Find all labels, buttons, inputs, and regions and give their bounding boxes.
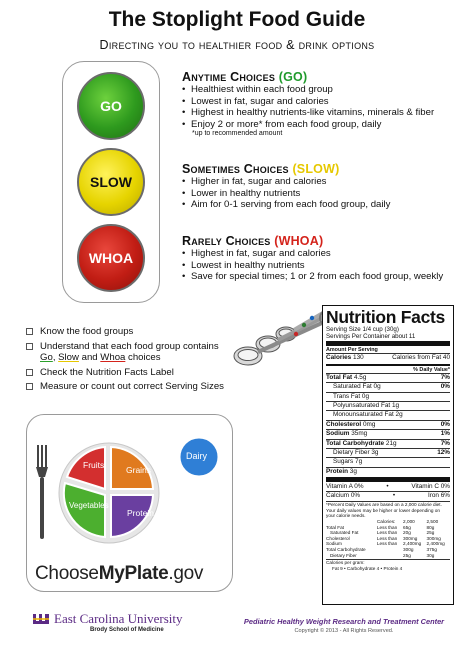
- nf-rows: [326, 373, 450, 476]
- nutrient-name: [333, 402, 399, 410]
- nutrient-name: [326, 374, 366, 382]
- tail: choices: [125, 352, 161, 364]
- nutrient-dv: 0%: [440, 383, 450, 391]
- nf-serving-size: Serving Size 1/4 cup (30g): [326, 326, 399, 333]
- nf-table-cell: 300mg: [403, 535, 418, 541]
- ecu-name: East Carolina University: [54, 611, 183, 626]
- bullet: • Aim for 0-1 serving from each food group, daily: [182, 199, 467, 211]
- myplate-graphic: [27, 415, 232, 565]
- bullet: • Healthiest within each food group: [182, 84, 467, 96]
- nutrient-label: Cholesterol: [326, 420, 362, 428]
- heading-text: Rarely Choices: [182, 234, 271, 248]
- checklist-item[interactable]: [26, 341, 236, 364]
- dairy-label: Dairy: [186, 451, 208, 461]
- nutrient-label: Sugars: [333, 458, 354, 466]
- nf-nutrient-row: [326, 373, 450, 382]
- nutrient-name: [333, 393, 369, 401]
- footnote: *up to recommended amount: [192, 130, 283, 138]
- nutrient-name: [333, 458, 362, 466]
- ecu-pirate-icon: [32, 612, 50, 626]
- grains-label: Grains: [126, 465, 152, 475]
- heading-tag: (SLOW): [292, 162, 340, 176]
- checklist-label: Check the Nutrition Facts Label: [40, 366, 174, 378]
- fork-icon: [36, 445, 48, 539]
- myplate-box: [26, 414, 233, 592]
- nutrient-name: [326, 430, 367, 438]
- nutrient-label: Saturated Fat: [333, 383, 372, 391]
- calcium: Calcium 0%: [326, 492, 361, 500]
- nf-minerals-row: Calcium 0% • Iron 6%: [326, 492, 450, 500]
- nutrient-dv: 0%: [440, 420, 450, 428]
- nf-table-cell: Less than: [376, 524, 398, 530]
- stoplight: [62, 61, 160, 303]
- nf-nutrient-row: [326, 467, 450, 476]
- logo-myplate: MyPlate: [98, 563, 169, 584]
- nutrient-name: [326, 421, 375, 429]
- nf-amount-per: Amount Per Serving: [326, 347, 378, 354]
- nf-table-cell: 2,500: [426, 519, 439, 525]
- nutrient-name: [326, 440, 397, 448]
- slow-light: SLOW: [77, 148, 145, 216]
- nf-calories-row: [326, 353, 450, 362]
- nutrient-amount: 35mg: [351, 430, 368, 438]
- nf-nutrient-row: [326, 448, 450, 457]
- nf-nutrient-row: [326, 401, 450, 410]
- nutrient-label: Trans Fat: [333, 392, 361, 400]
- bullet: • Enjoy 2 or more* from each food group, daily: [182, 119, 467, 131]
- nutrient-name: [333, 449, 378, 457]
- checkbox[interactable]: [26, 383, 33, 390]
- bullet: • Highest in fat, sugar and calories: [182, 248, 467, 260]
- heading-tag: (WHOA): [274, 234, 324, 248]
- nf-title: Nutrition Facts: [326, 307, 445, 327]
- nutrient-label: Dietary Fiber: [333, 449, 370, 457]
- nf-table-cell: Total Carbohydrate: [326, 547, 366, 553]
- nutrition-facts-label: [322, 305, 454, 605]
- nutrient-dv: 1%: [440, 430, 450, 438]
- choosemyplate-logo: [35, 563, 203, 585]
- section-anytime: [182, 70, 467, 138]
- bullet: • Save for special times; 1 or 2 from each food group, weekly: [182, 271, 467, 283]
- nf-table-cell: Less than: [376, 530, 398, 536]
- nf-table-row: [326, 553, 450, 559]
- nf-table-cell: Sodium: [326, 541, 342, 547]
- nutrient-amount: 2g: [395, 411, 403, 419]
- vitamin-a: Vitamin A 0%: [326, 483, 364, 491]
- nutrient-label: Protein: [326, 467, 349, 475]
- nf-table-cell: 2,400mg: [403, 541, 422, 547]
- nf-table-cell: Less than: [376, 541, 398, 547]
- nf-table-cell: 30g: [426, 552, 435, 558]
- section-sometimes: [182, 162, 467, 211]
- nf-nutrient-row: [326, 410, 450, 419]
- section-rarely: [182, 234, 467, 283]
- center-name: Pediatric Healthy Weight Research and Treatment Center: [243, 617, 445, 626]
- section-sometimes-heading: [182, 162, 467, 176]
- checklist-label: Understand that each food group contains: [40, 340, 219, 352]
- copyright: Copyright © 2013 - All Rights Reserved.: [294, 628, 394, 634]
- nf-cal-per-gram-vals: Fat 9 • Carbohydrate 4 • Protein 4: [332, 565, 403, 571]
- page-subtitle: Directing you to healthier food & drink options: [99, 38, 375, 52]
- go-light: GO: [77, 72, 145, 140]
- nf-table-cell: 80g: [426, 524, 435, 530]
- nutrient-amount: 0g: [361, 392, 369, 400]
- nf-nutrient-row: [326, 382, 450, 391]
- nutrient-label: Polyunsaturated Fat: [333, 402, 391, 410]
- checkbox[interactable]: [26, 328, 33, 335]
- nf-table-cell: 300g: [403, 547, 414, 553]
- nf-table-cell: Dietary Fiber: [330, 552, 357, 558]
- calories-label: Calories: [326, 354, 352, 362]
- bullet: • Lowest in fat, sugar and calories: [182, 96, 467, 108]
- section-rarely-heading: [182, 234, 467, 248]
- checklist-label: Measure or count out correct Serving Sizes: [40, 381, 224, 393]
- checkbox[interactable]: [26, 343, 33, 350]
- checklist-item[interactable]: [26, 367, 236, 379]
- bullet: • Lower in healthy nutrients: [182, 188, 467, 200]
- sep: ,: [52, 352, 59, 364]
- checklist: [26, 326, 236, 396]
- nutrient-dv: 12%: [437, 449, 450, 457]
- nf-footnote: *Percent Daily Values are based on a 2,000 calorie diet. Your daily values may be higher or lower depending on your calorie needs.: [326, 502, 442, 519]
- calories-value: 130: [353, 354, 364, 362]
- nutrient-name: [333, 411, 403, 419]
- nf-table-cell: Less than: [376, 535, 398, 541]
- nf-nutrient-row: [326, 420, 450, 429]
- nf-dv-table: [326, 519, 450, 558]
- bullet: • Lowest in healthy nutrients: [182, 260, 467, 272]
- bullet: • Highest in healthy nutrients-like vitamins, minerals & fiber: [182, 107, 467, 119]
- nf-table-cell: 2,000: [403, 519, 415, 525]
- heading-text: Sometimes Choices: [182, 162, 289, 176]
- checklist-item[interactable]: [26, 381, 236, 393]
- nf-table-cell: 375g: [426, 547, 437, 553]
- whoa-light: WHOA: [77, 224, 145, 292]
- nf-table-cell: [377, 553, 403, 559]
- nf-table-cell: Cholesterol: [326, 535, 350, 541]
- nutrient-label: Monounsaturated Fat: [333, 411, 394, 419]
- whoa-word: Whoa: [100, 352, 126, 364]
- iron: Iron 6%: [427, 492, 450, 500]
- nf-table-cell: Saturated Fat: [330, 530, 359, 536]
- nutrient-label: Sodium: [326, 430, 350, 438]
- nutrient-amount: 3g: [371, 449, 379, 457]
- nutrient-amount: 0g: [373, 383, 381, 391]
- go-word: Go: [40, 352, 53, 364]
- sep: and: [78, 352, 101, 364]
- logo-choose: Choose: [35, 563, 99, 584]
- nutrient-name: [326, 468, 357, 476]
- nf-nutrient-row: [326, 429, 450, 438]
- nutrient-dv: 7%: [440, 439, 450, 447]
- nf-nutrient-row: [326, 392, 450, 401]
- section-anytime-heading: [182, 70, 467, 84]
- nutrient-label: Total Fat: [326, 373, 353, 381]
- nutrient-label: Total Carbohydrate: [326, 439, 385, 447]
- page-title: The Stoplight Food Guide: [108, 8, 366, 31]
- nutrient-amount: 0mg: [362, 420, 376, 428]
- nutrient-amount: 7g: [355, 458, 363, 466]
- nf-servings-per: Servings Per Container about 11: [326, 333, 416, 341]
- vegetables-label: Vegetables: [69, 501, 109, 510]
- nf-nutrient-row: [326, 457, 450, 466]
- nf-vitamins-row: Vitamin A 0% • Vitamin C 0%: [326, 483, 450, 491]
- slow-word: Slow: [58, 352, 79, 364]
- nutrient-amount: 1g: [391, 402, 400, 410]
- nf-nutrient-row: [326, 439, 450, 448]
- checklist-label: Know the food groups: [40, 326, 134, 337]
- logo-gov: .gov: [168, 563, 204, 584]
- nutrient-name: [333, 383, 381, 391]
- nf-cal-per-gram: Calories per gram:: [326, 560, 365, 566]
- nf-table-cell: 20g: [403, 530, 411, 536]
- nutrient-amount: 4.5g: [353, 373, 367, 381]
- nf-table-cell: 65g: [403, 524, 411, 530]
- heading-tag: (GO): [278, 70, 308, 84]
- vitamin-c: Vitamin C 0%: [411, 483, 450, 491]
- heading-text: Anytime Choices: [182, 70, 276, 84]
- checklist-item[interactable]: [26, 326, 236, 338]
- protein-label: Protein: [127, 508, 154, 518]
- fruits-label: Fruits: [83, 460, 105, 470]
- calories-fat: Calories from Fat 40: [392, 354, 450, 362]
- nf-table-cell: Total Fat: [326, 524, 344, 530]
- nf-table-cell: Calories:: [376, 519, 396, 525]
- bullet: • Higher in fat, sugar and calories: [182, 176, 467, 188]
- ecu-school: Brody School of Medicine: [90, 627, 164, 633]
- nf-dv-header: % Daily Value*: [413, 366, 450, 373]
- nf-table-cell: 25g: [426, 530, 435, 536]
- checkbox[interactable]: [26, 369, 33, 376]
- footer-center: [234, 617, 454, 634]
- nf-table-cell: 2,400mg: [426, 541, 445, 547]
- nf-table-cell: 25g: [403, 552, 411, 558]
- nutrient-dv: 7%: [440, 373, 450, 381]
- nf-table-cell: 300mg: [426, 535, 441, 541]
- nutrient-amount: 21g: [385, 439, 397, 447]
- nutrient-amount: 3g: [349, 467, 357, 475]
